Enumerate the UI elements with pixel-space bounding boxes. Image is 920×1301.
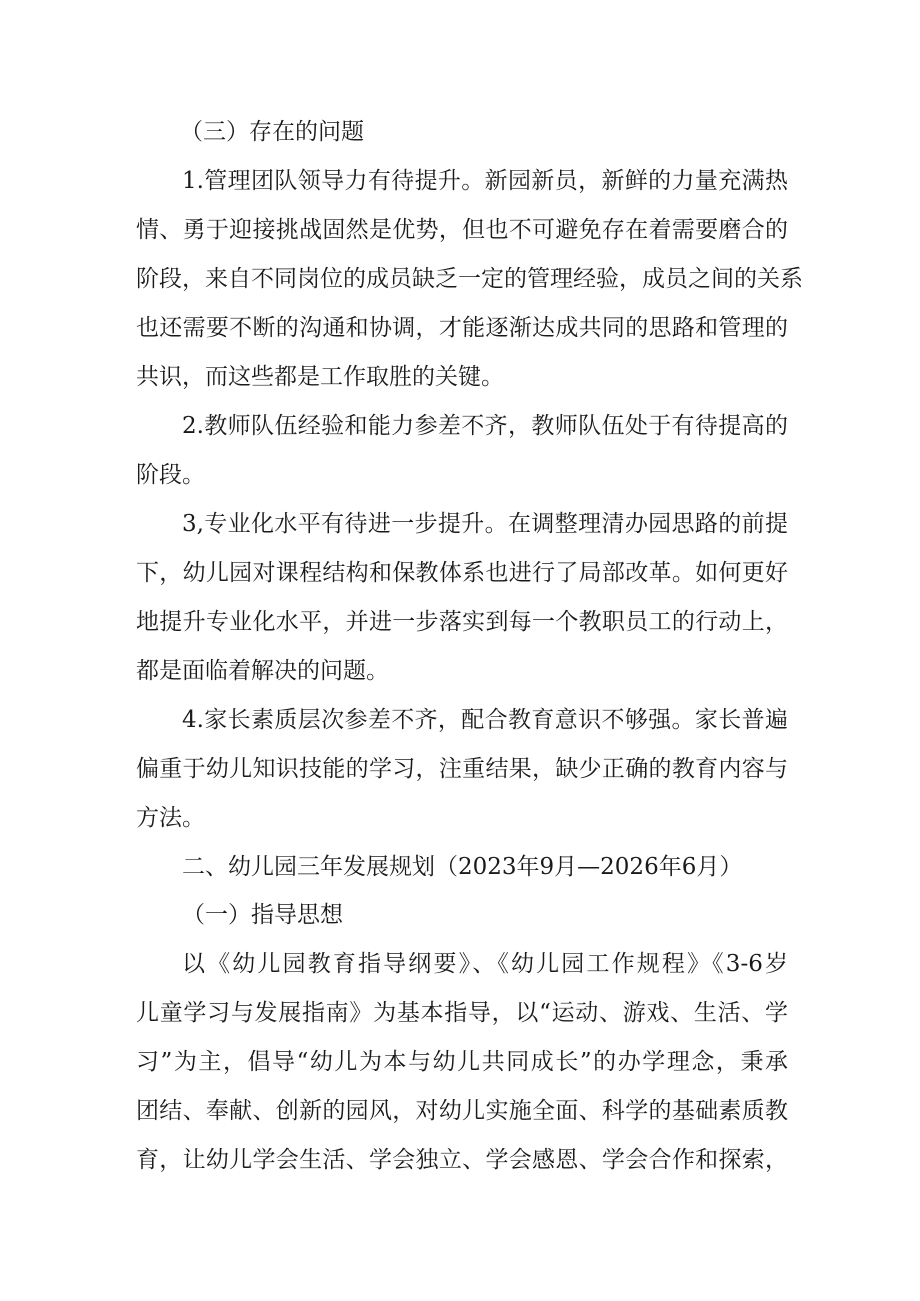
problem-1-line-4: 也还需要不断的沟通和协调，才能逐渐达成共同的思路和管理的 <box>136 315 788 341</box>
problem-3-line-1: 3,专业化水平有待进一步提升。在调整理清办园思路的前提 <box>182 511 788 537</box>
problem-2-line-1: 2.教师队伍经验和能力参差不齐，教师队伍处于有待提高的 <box>182 413 788 439</box>
problem-3-line-3: 地提升专业化水平，并进一步落实到每一个教职员工的行动上， <box>136 609 788 635</box>
problem-4-line-1: 4.家长素质层次参差不齐，配合教育意识不够强。家长普遍 <box>182 707 788 733</box>
plan-heading: 二、幼儿园三年发展规划（2023年9月—2026年6月） <box>182 854 743 880</box>
problem-2-line-2: 阶段。 <box>136 462 205 488</box>
guiding-line-4: 团结、奉献、创新的园风，对幼儿实施全面、科学的基础素质教 <box>136 1098 788 1124</box>
guiding-line-2: 儿童学习与发展指南》为基本指导，以“运动、游戏、生活、学 <box>136 1000 788 1026</box>
problem-3-line-2: 下，幼儿园对课程结构和保教体系也进行了局部改革。如何更好 <box>136 560 788 586</box>
guiding-line-1: 以《幼儿园教育指导纲要》、《幼儿园工作规程》《3-6岁 <box>182 951 788 977</box>
problem-1-line-5: 共识，而这些都是工作取胜的关键。 <box>136 364 504 390</box>
problem-1-line-1: 1.管理团队领导力有待提升。新园新员，新鲜的力量充满热 <box>182 168 788 194</box>
problem-3-line-4: 都是面临着解决的问题。 <box>136 658 389 684</box>
problem-4-line-2: 偏重于幼儿知识技能的学习，注重结果，缺少正确的教育内容与 <box>136 756 788 782</box>
section-heading-problems: （三）存在的问题 <box>180 119 364 145</box>
problem-4-line-3: 方法。 <box>136 805 205 831</box>
problem-1-line-2: 情、勇于迎接挑战固然是优势，但也不可避免存在着需要磨合的 <box>136 217 788 243</box>
guiding-line-5: 育，让幼儿学会生活、学会独立、学会感恩、学会合作和探索， <box>136 1147 788 1173</box>
guiding-line-3: 习”为主，倡导“幼儿为本与幼儿共同成长”的办学理念，秉承 <box>136 1049 788 1075</box>
problem-1-line-3: 阶段，来自不同岗位的成员缺乏一定的管理经验，成员之间的关系 <box>136 266 803 292</box>
guiding-heading: （一）指导思想 <box>182 902 343 928</box>
